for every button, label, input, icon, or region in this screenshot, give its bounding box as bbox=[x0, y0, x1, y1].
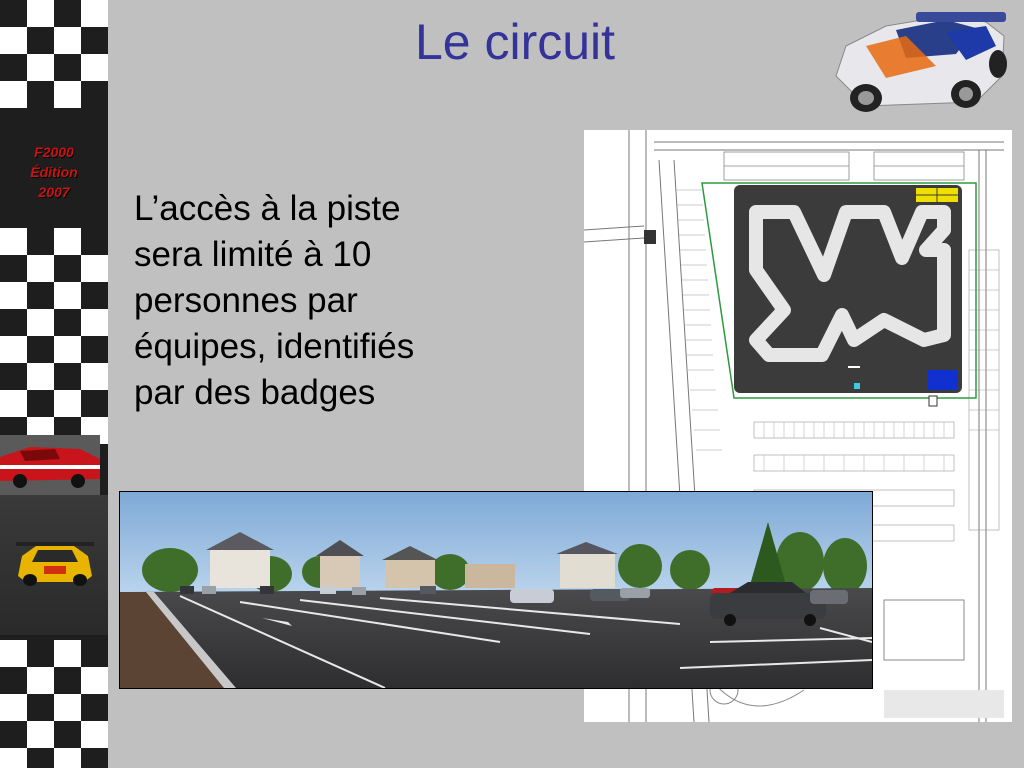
parking-lot-panorama bbox=[119, 491, 873, 689]
red-race-car-icon bbox=[0, 435, 100, 495]
slide-title: Le circuit bbox=[414, 14, 616, 70]
edition-tag bbox=[0, 142, 108, 202]
blue-orange-rc-car-icon bbox=[826, 6, 1010, 122]
checkered-flag-top bbox=[0, 0, 108, 135]
checkered-flag-bottom bbox=[0, 640, 108, 768]
edition-tag-line: 2007 bbox=[38, 184, 70, 200]
blue-zone bbox=[928, 370, 958, 390]
body-line: équipes, identifiés bbox=[134, 327, 415, 366]
yellow-race-car-icon bbox=[14, 536, 96, 588]
panorama-drawing bbox=[120, 492, 872, 688]
body-line: personnes par bbox=[134, 281, 358, 320]
checkered-flag-middle bbox=[0, 228, 108, 443]
edition-tag-line: F2000 bbox=[34, 144, 74, 160]
body-line: L’accès à la piste bbox=[134, 189, 401, 228]
body-line: par des badges bbox=[134, 373, 376, 412]
body-line: sera limité à 10 bbox=[134, 235, 372, 274]
sidebar-decoration bbox=[0, 0, 108, 768]
body-paragraph bbox=[134, 186, 574, 416]
edition-tag-line: Édition bbox=[30, 164, 78, 180]
